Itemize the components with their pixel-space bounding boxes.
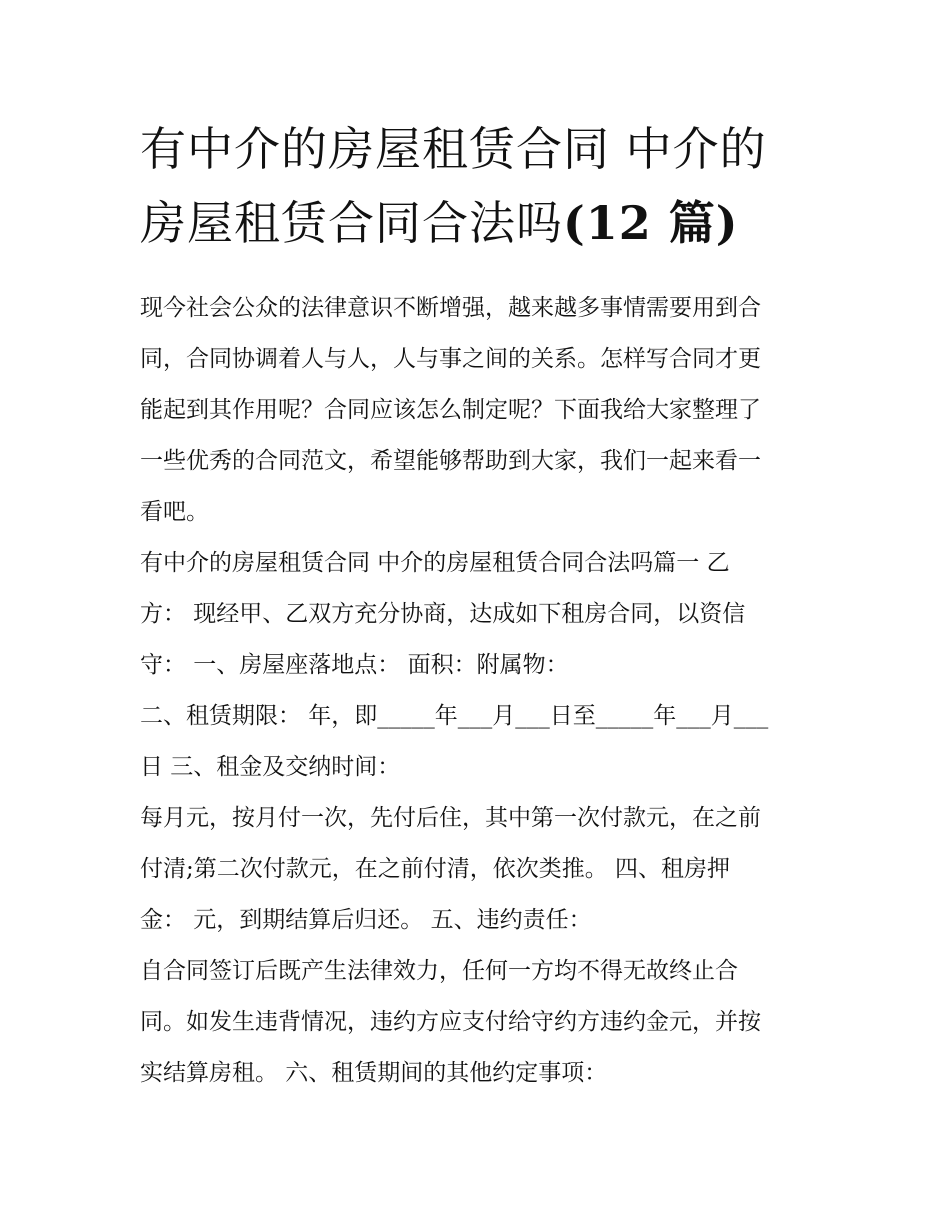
text-line: 现今社会公众的法律意识不断增强，越来越多事情需要用到合 (140, 295, 761, 321)
text-line: 同。如发生违背情况，违约方应支付给守约方违约金元，并按 (140, 1009, 761, 1035)
text-line: 实结算房租。 六、租赁期间的其他约定事项： (140, 1060, 608, 1086)
text-line: 方： 现经甲、乙双方充分协商，达成如下租房合同，以资信 (140, 601, 746, 627)
title-line-2-text: 房屋租赁合同合法吗 (140, 196, 563, 250)
text-line: 守： 一、房屋座落地点： 面积：附属物： (140, 652, 569, 678)
text-line: 自合同签订后既产生法律效力，任何一方均不得无故终止合 (140, 958, 738, 984)
text-line: 看吧。 (140, 499, 209, 525)
text-line: 付清;第二次付款元，在之前付清，依次类推。 四、租房押 (140, 856, 731, 882)
text-line: 能起到其作用呢？合同应该怎么制定呢？下面我给大家整理了 (140, 397, 761, 423)
text-line: 金： 元，到期结算后归还。 五、违约责任： (140, 907, 592, 933)
text-line: 同，合同协调着人与人，人与事之间的关系。怎样写合同才更 (140, 346, 761, 372)
text-line: 二、租赁期限： 年，即_____年___月___日至_____年___月___ (140, 703, 769, 729)
text-line: 有中介的房屋租赁合同 中介的房屋租赁合同合法吗篇一 乙 (140, 550, 730, 576)
title-line-1: 有中介的房屋租赁合同 中介的 (140, 122, 767, 176)
title-count: (12 篇) (563, 196, 739, 250)
title-line-2 (140, 186, 820, 260)
document-body (140, 283, 820, 1099)
text-line: 日 三、租金及交纳时间： (140, 754, 401, 780)
page-title (140, 112, 820, 260)
text-line: 一些优秀的合同范文，希望能够帮助到大家，我们一起来看一 (140, 448, 761, 474)
text-line: 每月元，按月付一次，先付后住，其中第一次付款元，在之前 (140, 805, 761, 831)
